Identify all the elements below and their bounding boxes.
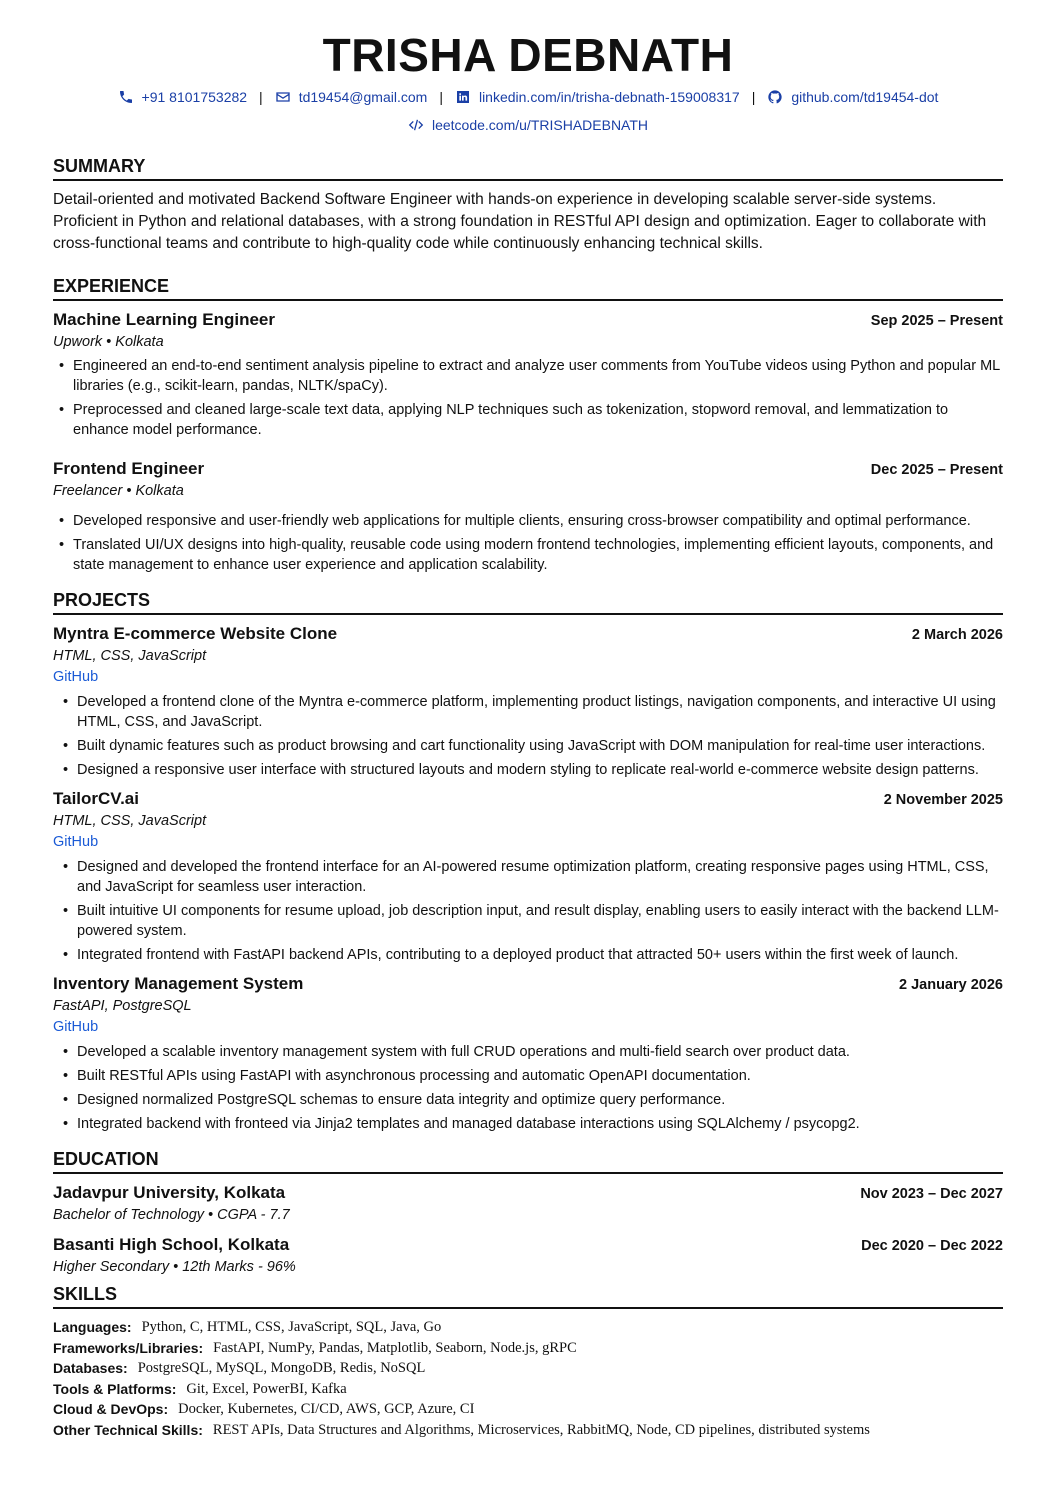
project-github-link[interactable]: GitHub [53, 834, 99, 850]
bullet-list [53, 692, 1003, 780]
job-org: Upwork • Kolkata [53, 334, 164, 350]
bullet-list [53, 356, 1003, 440]
skill-label: Tools & Platforms: [53, 1380, 177, 1397]
skill-value: REST APIs, Data Structures and Algorithms, Microservices, RabbitMQ, Node, CD pipelines, distributed systems [212, 1421, 870, 1438]
experience-section [53, 275, 1003, 575]
projects-section [53, 589, 1003, 1134]
job-title: Frontend Engineer [53, 459, 205, 478]
education-entry [53, 1182, 1003, 1225]
bullet-list [53, 511, 1003, 575]
bullet-item: • Developed a scalable inventory management system with full CRUD operations and multi-field search over product data. [77, 1042, 1003, 1062]
project-tech: FastAPI, PostgreSQL [53, 998, 192, 1014]
project-entry [53, 788, 1003, 965]
education-date: Dec 2020 – Dec 2022 [861, 1238, 1003, 1254]
project-name: TailorCV.ai [53, 789, 139, 808]
school-name: Basanti High School, Kolkata [53, 1235, 290, 1254]
bullet-item: • Translated UI/UX designs into high-quality, reusable code using modern frontend technologies, implementing efficient layouts, components, and state management to enhance user experience and application scalability. [73, 535, 1003, 575]
project-name: Inventory Management System [53, 974, 304, 993]
job-title: Machine Learning Engineer [53, 310, 275, 329]
linkedin-icon [455, 89, 471, 105]
education-detail: Bachelor of Technology • CGPA - 7.7 [53, 1207, 290, 1223]
code-icon [408, 117, 424, 133]
skill-row [53, 1379, 1003, 1400]
contact-row-2 [53, 115, 1003, 135]
project-date: 2 March 2026 [911, 627, 1003, 643]
candidate-name: TRISHA DEBNATH [322, 29, 734, 81]
project-name: Myntra E-commerce Website Clone [53, 624, 338, 643]
summary-text: Detail-oriented and motivated Backend Software Engineer with hands-on experience in developing scalable server-side systems. Proficient in Python and relational databases, with a strong foundation in RESTful API design and optimization. Eager to collaborate with cross-functional teams and contribute to high-quality code while continuously enhancing technical skills. [53, 191, 987, 252]
skill-row [53, 1399, 1003, 1420]
entry-header [53, 623, 1003, 646]
leetcode-text: leetcode.com/u/TRISHADEBNATH [431, 117, 649, 133]
linkedin-text: linkedin.com/in/trisha-debnath-159008317 [478, 89, 740, 105]
skill-value: Docker, Kubernetes, CI/CD, AWS, GCP, Azure, CI [178, 1401, 475, 1417]
skill-label: Other Technical Skills: [53, 1421, 203, 1438]
project-tech: HTML, CSS, JavaScript [53, 648, 207, 664]
github-contact[interactable] [767, 87, 938, 107]
project-date: 2 November 2025 [883, 792, 1003, 808]
envelope-icon [275, 89, 291, 105]
experience-entry [53, 309, 1003, 440]
section-title-skills: SKILLS [53, 1283, 1003, 1309]
contact-bar [53, 87, 1003, 135]
contact-separator: | [751, 89, 756, 105]
email-contact[interactable] [275, 87, 428, 107]
bullet-list [53, 857, 1003, 965]
email-text: td19454@gmail.com [298, 89, 428, 105]
skill-label: Databases: [53, 1360, 128, 1376]
bullet-item: • Developed responsive and user-friendly web applications for multiple clients, ensuring cross-browser compatibility and optimal performance. [73, 511, 1003, 531]
github-icon [767, 89, 783, 105]
bullet-item: • Built dynamic features such as product browsing and cart functionality using JavaScript with DOM manipulation for real-time user interactions. [77, 736, 1003, 756]
section-title-projects: PROJECTS [53, 589, 1003, 615]
bullet-item: • Designed a responsive user interface with structured layouts and modern styling to replicate real-world e-commerce website design patterns. [77, 760, 1003, 780]
project-github-link[interactable]: GitHub [53, 669, 99, 685]
bullet-list [53, 1042, 1003, 1134]
leetcode-contact[interactable] [408, 115, 648, 135]
school-name: Jadavpur University, Kolkata [53, 1183, 286, 1202]
skill-row [53, 1420, 1003, 1441]
entry-header [53, 973, 1003, 996]
section-title-experience: EXPERIENCE [53, 275, 1003, 301]
skill-label: Frameworks/Libraries: [53, 1339, 204, 1356]
job-date: Sep 2025 – Present [870, 313, 1003, 329]
skill-row [53, 1358, 1003, 1379]
entry-header [53, 1234, 1003, 1257]
phone-icon [118, 89, 134, 105]
job-date: Dec 2025 – Present [870, 462, 1003, 478]
skill-value: Git, Excel, PowerBI, Kafka [186, 1380, 347, 1397]
project-tech: HTML, CSS, JavaScript [53, 813, 207, 829]
skill-row [53, 1317, 1003, 1338]
contact-separator: | [439, 89, 443, 105]
skill-value: Python, C, HTML, CSS, JavaScript, SQL, Java, Go [141, 1319, 442, 1335]
summary-section [53, 155, 1003, 255]
phone-text: +91 8101753282 [141, 89, 248, 105]
section-title-education: EDUCATION [53, 1148, 1003, 1174]
bullet-item: • Built RESTful APIs using FastAPI with asynchronous processing and automatic OpenAPI documentation. [77, 1066, 1003, 1086]
skill-row [53, 1338, 1003, 1359]
skill-value: PostgreSQL, MySQL, MongoDB, Redis, NoSQL [137, 1360, 426, 1376]
education-detail: Higher Secondary • 12th Marks - 96% [53, 1259, 296, 1275]
bullet-item: • Engineered an end-to-end sentiment analysis pipeline to extract and analyze user comments from YouTube videos using Python and popular ML libraries (e.g., scikit-learn, pandas, NLTK/spaCy). [73, 356, 1003, 396]
linkedin-contact[interactable] [455, 87, 740, 107]
project-date: 2 January 2026 [899, 977, 1003, 993]
skill-value: FastAPI, NumPy, Pandas, Matplotlib, Seaborn, Node.js, gRPC [213, 1339, 577, 1356]
project-entry [53, 623, 1003, 780]
resume-page [53, 28, 1003, 1440]
skills-section [53, 1283, 1003, 1440]
bullet-item: • Designed normalized PostgreSQL schemas to ensure data integrity and optimize query performance. [77, 1090, 1003, 1110]
skill-label: Cloud & DevOps: [53, 1401, 169, 1417]
phone-contact[interactable] [118, 87, 248, 107]
job-org: Freelancer • Kolkata [53, 483, 184, 499]
education-section [53, 1148, 1003, 1277]
entry-header [53, 1182, 1003, 1205]
entry-header [53, 309, 1003, 332]
project-entry [53, 973, 1003, 1134]
education-entry [53, 1234, 1003, 1277]
bullet-item: • Built intuitive UI components for resume upload, job description input, and result display, enabling users to easily interact with the backend LLM-powered system. [77, 901, 1003, 941]
education-date: Nov 2023 – Dec 2027 [860, 1186, 1003, 1202]
contact-separator: | [259, 89, 263, 105]
skills-list [53, 1317, 1003, 1440]
bullet-item: • Designed and developed the frontend interface for an AI-powered resume optimization platform, creating responsive pages using HTML, CSS, and JavaScript for seamless user interaction. [77, 857, 1003, 897]
project-github-link[interactable]: GitHub [53, 1019, 99, 1035]
experience-entry [53, 458, 1003, 575]
section-title-summary: SUMMARY [53, 155, 1003, 181]
github-text: github.com/td19454-dot [791, 89, 939, 105]
bullet-item: • Preprocessed and cleaned large-scale text data, applying NLP techniques such as tokenization, stopword removal, and lemmatization to enhance model performance. [73, 400, 1003, 440]
bullet-item: • Integrated backend with fronteed via Jinja2 templates and managed database interactions using SQLAlchemy / psycopg2. [77, 1114, 1003, 1134]
bullet-item: • Developed a frontend clone of the Myntra e-commerce platform, implementing product listings, navigation components, and interactive UI using HTML, CSS, and JavaScript. [77, 692, 1003, 732]
entry-header [53, 788, 1003, 811]
skill-label: Languages: [53, 1319, 132, 1335]
contact-row-1 [53, 87, 1003, 107]
bullet-item: • Integrated frontend with FastAPI backend APIs, contributing to a deployed product that attracted 50+ users within the first week of launch. [77, 945, 1003, 965]
entry-header [53, 458, 1003, 481]
